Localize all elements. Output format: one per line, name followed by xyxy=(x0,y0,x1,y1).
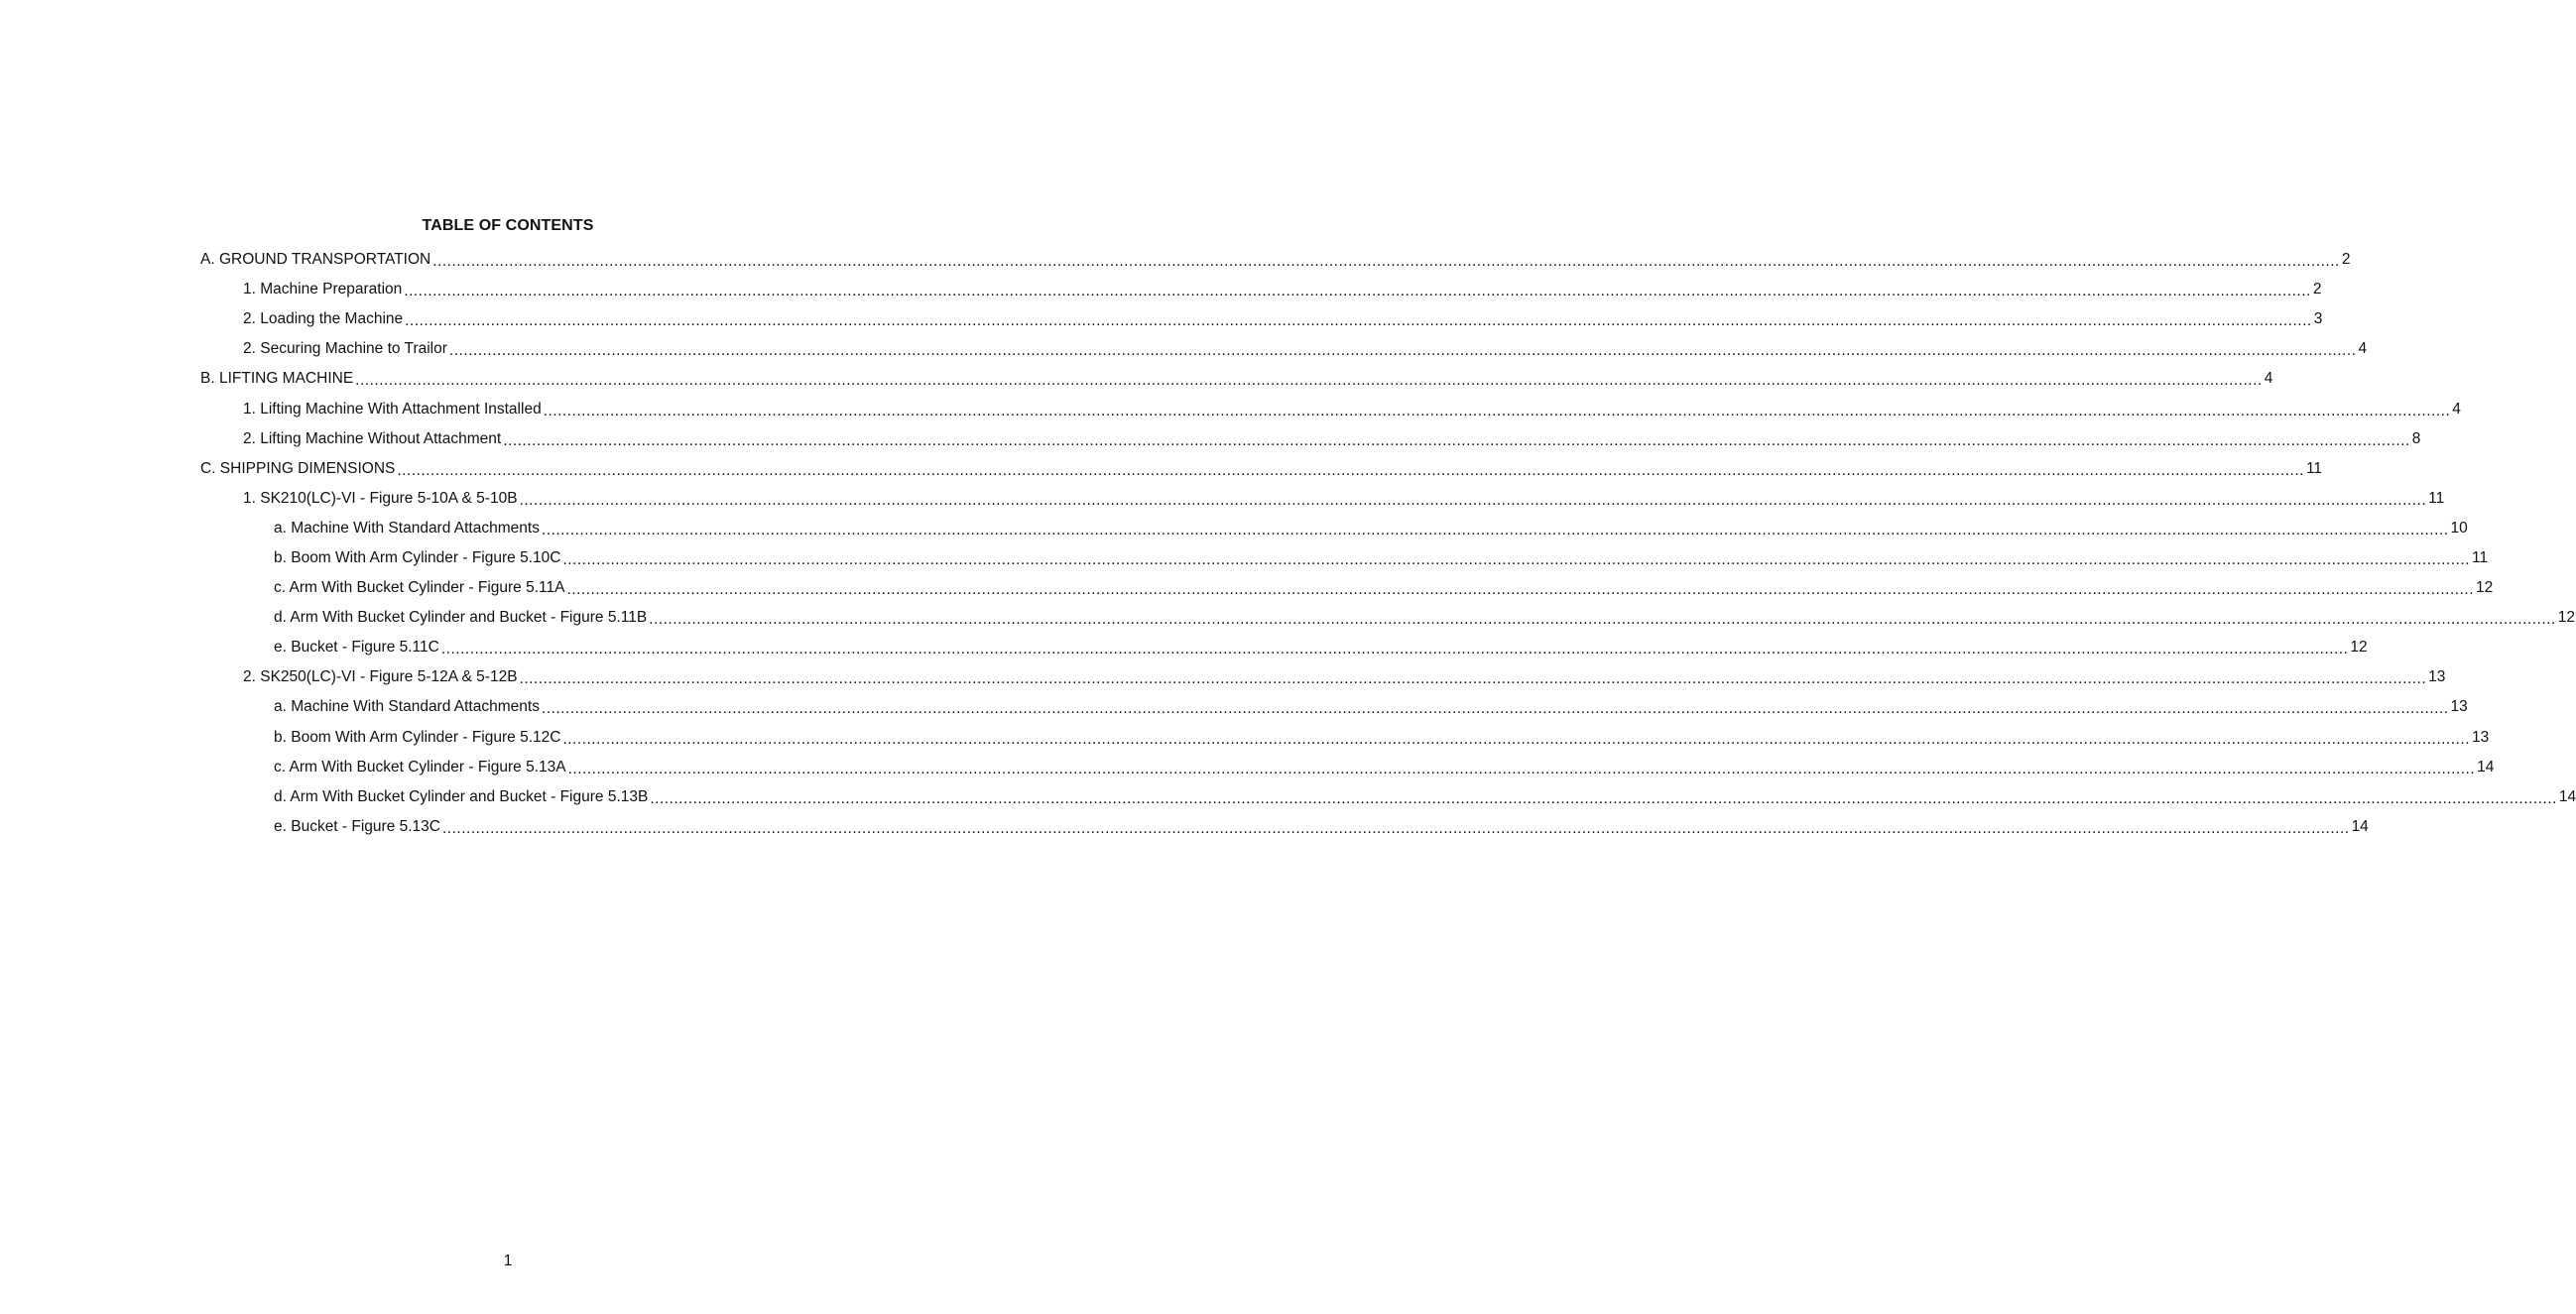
toc-leader-dots: ................................................................................................................................................................................................................................................................................................................................................................................................................ xyxy=(566,581,2475,599)
toc-entry-label: 1. Machine Preparation xyxy=(243,281,403,299)
toc-entry-label: 1. SK210(LC)-VI - Figure 5-10A & 5-10B xyxy=(243,489,518,507)
toc-leader-dots: ................................................................................................................................................................................................................................................................................................................................................................................................................ xyxy=(649,611,2556,629)
toc-entry-label: a. Machine With Standard Attachments xyxy=(274,698,540,716)
toc-entry[interactable] xyxy=(0,633,2368,662)
toc-entry-page: 3 xyxy=(2313,310,2323,328)
toc-entry[interactable] xyxy=(0,484,2445,514)
toc-entry[interactable] xyxy=(0,454,2323,484)
toc-leader-dots: ................................................................................................................................................................................................................................................................................................................................................................................................................ xyxy=(562,730,2470,748)
toc-entry-page: 2 xyxy=(2312,281,2322,299)
toc-list xyxy=(0,245,2576,842)
toc-entry[interactable] xyxy=(0,812,2369,842)
toc-entry-label: 1. Lifting Machine With Attachment Installed xyxy=(243,400,542,418)
toc-leader-dots: ................................................................................................................................................................................................................................................................................................................................................................................................................ xyxy=(503,431,2410,449)
toc-leader-dots: ................................................................................................................................................................................................................................................................................................................................................................................................................ xyxy=(405,312,2312,330)
toc-entry[interactable] xyxy=(0,573,2494,603)
toc-entry-page: 4 xyxy=(2264,370,2273,388)
toc-entry-page: 11 xyxy=(2428,489,2445,507)
toc-leader-dots: ................................................................................................................................................................................................................................................................................................................................................................................................................ xyxy=(442,819,2350,837)
toc-entry-label: 2. Securing Machine to Trailor xyxy=(243,340,447,358)
toc-entry[interactable] xyxy=(0,753,2495,782)
toc-entry-label: c. Arm With Bucket Cylinder - Figure 5.13A xyxy=(274,758,566,776)
toc-entry[interactable] xyxy=(0,304,2323,334)
toc-entry[interactable] xyxy=(0,424,2421,454)
toc-leader-dots: ................................................................................................................................................................................................................................................................................................................................................................................................................ xyxy=(650,789,2557,807)
toc-entry[interactable] xyxy=(0,603,2575,633)
toc-entry[interactable] xyxy=(0,514,2468,543)
toc-entry[interactable] xyxy=(0,245,2351,275)
toc-entry-page: 4 xyxy=(2452,400,2461,418)
toc-leader-dots: ................................................................................................................................................................................................................................................................................................................................................................................................................ xyxy=(541,700,2449,718)
toc-entry-label: e. Bucket - Figure 5.13C xyxy=(274,817,440,835)
toc-entry[interactable] xyxy=(0,723,2490,753)
toc-leader-dots: ................................................................................................................................................................................................................................................................................................................................................................................................................ xyxy=(440,641,2349,658)
toc-entry-page: 14 xyxy=(2351,817,2369,835)
toc-entry-label: A. GROUND TRANSPORTATION xyxy=(200,251,431,269)
toc-leader-dots: ................................................................................................................................................................................................................................................................................................................................................................................................................ xyxy=(543,402,2451,419)
toc-leader-dots: ................................................................................................................................................................................................................................................................................................................................................................................................................ xyxy=(562,550,2470,568)
toc-entry-page: 12 xyxy=(2350,639,2368,657)
toc-leader-dots: ................................................................................................................................................................................................................................................................................................................................................................................................................ xyxy=(519,670,2427,688)
toc-entry-label: B. LIFTING MACHINE xyxy=(200,370,354,388)
toc-leader-dots: ................................................................................................................................................................................................................................................................................................................................................................................................................ xyxy=(404,283,2311,300)
toc-entry-label: b. Boom With Arm Cylinder - Figure 5.10C xyxy=(274,548,561,566)
toc-entry-page: 12 xyxy=(2476,579,2494,597)
toc-entry[interactable] xyxy=(0,364,2273,394)
toc-leader-dots: ................................................................................................................................................................................................................................................................................................................................................................................................................ xyxy=(397,461,2304,479)
toc-entry-label: c. Arm With Bucket Cylinder - Figure 5.11A xyxy=(274,579,565,597)
toc-entry[interactable] xyxy=(0,692,2468,722)
toc-entry-page: 12 xyxy=(2557,609,2575,627)
toc-entry-label: d. Arm With Bucket Cylinder and Bucket - Figure 5.11B xyxy=(274,609,648,627)
toc-entry-page: 11 xyxy=(2305,459,2323,477)
toc-leader-dots: ................................................................................................................................................................................................................................................................................................................................................................................................................ xyxy=(567,760,2476,777)
toc-entry-page: 10 xyxy=(2450,519,2468,537)
toc-leader-dots: ................................................................................................................................................................................................................................................................................................................................................................................................................ xyxy=(432,253,2340,271)
toc-entry-page: 14 xyxy=(2477,758,2495,776)
toc-entry-label: C. SHIPPING DIMENSIONS xyxy=(200,459,396,477)
toc-entry-page: 4 xyxy=(2358,340,2368,358)
toc-leader-dots: ................................................................................................................................................................................................................................................................................................................................................................................................................ xyxy=(541,521,2449,538)
toc-entry-page: 8 xyxy=(2411,429,2421,447)
toc-entry[interactable] xyxy=(0,394,2461,423)
toc-entry-page: 14 xyxy=(2558,787,2576,805)
toc-entry-label: e. Bucket - Figure 5.11C xyxy=(274,639,439,657)
toc-entry[interactable] xyxy=(0,782,2576,812)
toc-entry-label: a. Machine With Standard Attachments xyxy=(274,519,540,537)
toc-entry[interactable] xyxy=(0,662,2446,692)
toc-leader-dots: ................................................................................................................................................................................................................................................................................................................................................................................................................ xyxy=(448,342,2357,360)
toc-entry[interactable] xyxy=(0,275,2322,304)
toc-entry-page: 11 xyxy=(2472,548,2489,566)
toc-entry-label: 2. Lifting Machine Without Attachment xyxy=(243,429,502,447)
toc-entry-page: 13 xyxy=(2428,668,2446,686)
toc-entry-page: 13 xyxy=(2472,728,2490,746)
toc-title: TABLE OF CONTENTS xyxy=(422,217,594,234)
toc-entry-page: 2 xyxy=(2341,251,2351,269)
toc-entry-label: 2. Loading the Machine xyxy=(243,310,404,328)
toc-entry-label: d. Arm With Bucket Cylinder and Bucket - Figure 5.13B xyxy=(274,787,649,805)
toc-entry-label: b. Boom With Arm Cylinder - Figure 5.12C xyxy=(274,728,561,746)
toc-entry[interactable] xyxy=(0,334,2368,364)
toc-entry-page: 13 xyxy=(2450,698,2468,716)
toc-leader-dots: ................................................................................................................................................................................................................................................................................................................................................................................................................ xyxy=(519,491,2427,509)
toc-entry-label: 2. SK250(LC)-VI - Figure 5-12A & 5-12B xyxy=(243,668,518,686)
toc-entry[interactable] xyxy=(0,543,2489,573)
page-number: 1 xyxy=(503,1253,513,1269)
toc-leader-dots: ................................................................................................................................................................................................................................................................................................................................................................................................................ xyxy=(355,372,2263,390)
